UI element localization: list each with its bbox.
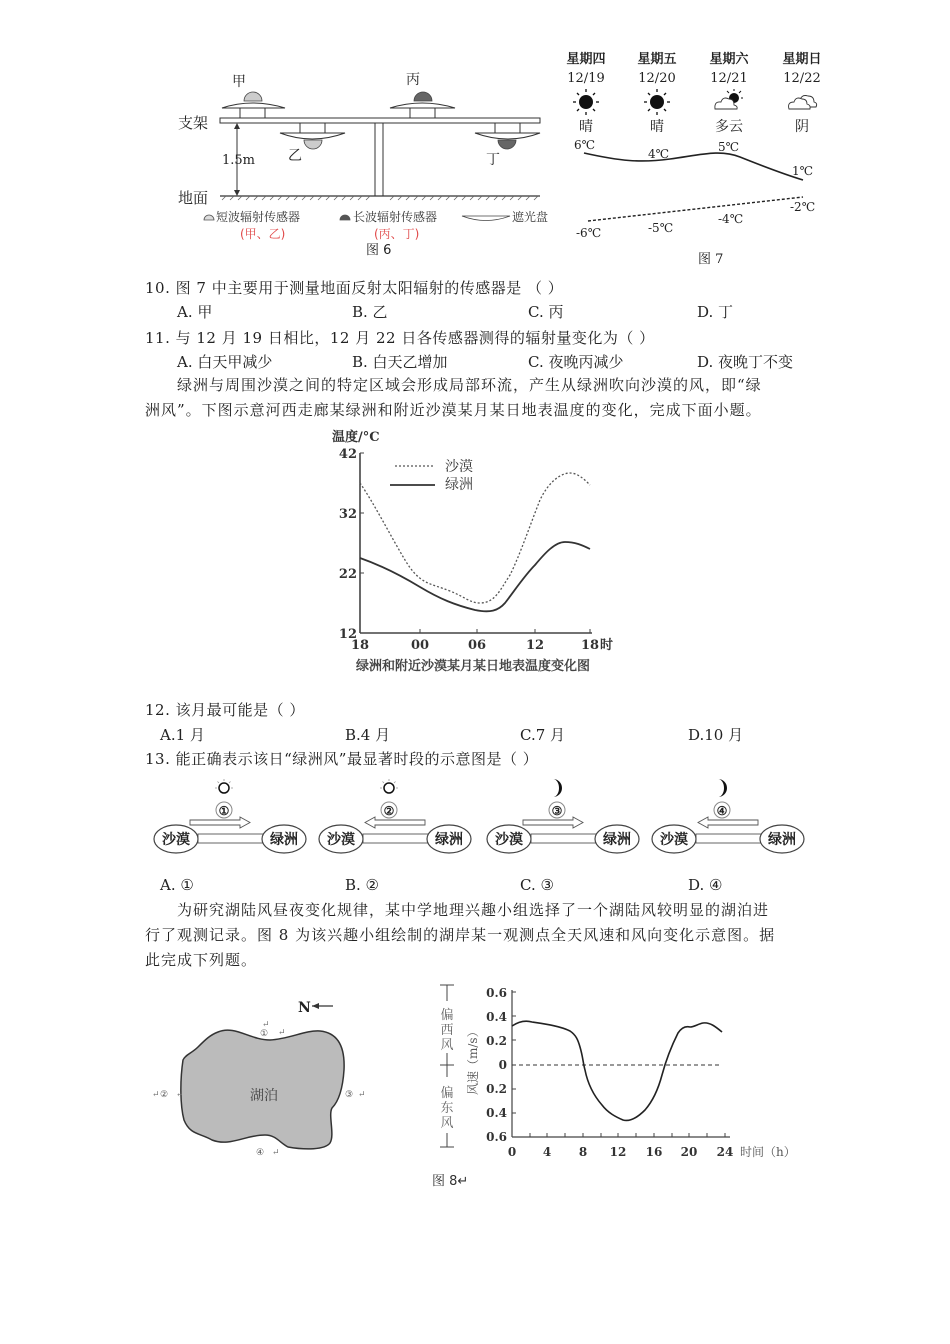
- svg-text:③: ③: [551, 804, 563, 818]
- svg-text:↵: ↵: [152, 1090, 160, 1100]
- diagram-2[interactable]: [319, 779, 471, 853]
- svg-text:绿洲: 绿洲: [603, 832, 631, 848]
- x-tick-18-end: 18: [580, 638, 600, 653]
- north-arrow-icon: [312, 1003, 333, 1009]
- question-11-option-b[interactable]: B. 白天乙增加: [352, 353, 448, 371]
- point-2: ②: [160, 1090, 169, 1100]
- wind-speed-line: [512, 1021, 722, 1120]
- y-tick-32: 32: [338, 507, 357, 522]
- svg-text:20: 20: [680, 1145, 698, 1159]
- figure-6-sensor-diagram: [170, 60, 550, 260]
- date-2: 12/20: [638, 71, 676, 86]
- svg-text:(丙、丁): (丙、丁): [374, 227, 420, 241]
- shade-disc-icon: [462, 216, 510, 221]
- figure-6-caption: 图 6: [366, 243, 392, 258]
- question-10-option-d[interactable]: D. 丁: [697, 303, 734, 321]
- sun-icon: [215, 779, 233, 793]
- sensor-jia: [222, 74, 285, 118]
- question-11-stem: 11. 与 12 月 19 日相比，12 月 22 日各传感器测得的辐射量变化为（ ）: [145, 329, 655, 347]
- label-bracket: 支架: [178, 114, 209, 132]
- label-ground: 地面: [178, 189, 209, 207]
- passage-lake-breeze: [145, 898, 815, 973]
- long-wave-sensor-icon: [340, 215, 350, 220]
- sun-icon: [380, 779, 398, 793]
- question-13-option-b[interactable]: B. ②: [345, 876, 380, 894]
- point-4: ④: [256, 1148, 265, 1158]
- svg-text:0.6: 0.6: [486, 986, 507, 1000]
- svg-text:短波辐射传感器: 短波辐射传感器: [216, 210, 301, 224]
- x-tick-00: 00: [410, 638, 430, 653]
- svg-text:偏: 偏: [440, 1086, 454, 1101]
- low-temp-1: -6℃: [576, 226, 602, 240]
- question-11-option-d[interactable]: D. 夜晚丁不变: [697, 353, 794, 371]
- short-wave-sensor-icon: [204, 215, 214, 220]
- weather-4: 阴: [795, 119, 809, 135]
- question-10-stem: 10. 图 7 中主要用于测量地面反射太阳辐射的传感器是 （ ）: [145, 279, 564, 297]
- point-1: ①: [260, 1029, 269, 1039]
- svg-text:东: 东: [440, 1101, 454, 1116]
- svg-text:丙: 丙: [406, 72, 420, 88]
- svg-text:0.2: 0.2: [486, 1082, 507, 1096]
- arrow-right-icon: [523, 817, 583, 828]
- arrow-right-icon: [190, 817, 250, 828]
- svg-text:风: 风: [440, 1116, 454, 1131]
- oasis-desert-temperature-chart: [320, 425, 630, 680]
- easterly-label: [440, 1085, 453, 1131]
- sensor-yi: [280, 123, 345, 164]
- svg-text:乙: 乙: [288, 148, 302, 164]
- moon-icon: [718, 779, 727, 797]
- arrow-left-icon: [698, 817, 758, 828]
- passage-lake-line-3: 此完成下列题。: [145, 951, 258, 969]
- svg-text:16: 16: [645, 1145, 663, 1159]
- svg-text:沙漠: 沙漠: [327, 832, 355, 848]
- figure-7-caption: 图 7: [698, 252, 724, 267]
- north-label: N: [298, 1000, 311, 1016]
- passage-oasis-wind: [145, 373, 815, 423]
- x-tick-06: 06: [467, 638, 487, 653]
- question-12-option-d[interactable]: D.10 月: [688, 726, 744, 744]
- label-height: 1.5m: [222, 153, 256, 168]
- chart-y-axis-label: 温度/°C: [332, 430, 380, 445]
- date-3: 12/21: [710, 71, 748, 86]
- diagram-4[interactable]: [652, 779, 804, 853]
- svg-text:长波辐射传感器: 长波辐射传感器: [353, 210, 438, 224]
- sun-icon: [573, 89, 599, 115]
- svg-text:②: ②: [383, 804, 395, 818]
- question-13-option-c[interactable]: C. ③: [520, 876, 554, 894]
- svg-text:绿洲: 绿洲: [270, 832, 298, 848]
- svg-text:0.4: 0.4: [486, 1106, 507, 1120]
- passage-lake-line-2: 行了观测记录。图 8 为该兴趣小组绘制的湖岸某一观测点全天风速和风向变化示意图。据: [145, 926, 776, 944]
- sensor-ding: [475, 123, 540, 168]
- svg-text:0.4: 0.4: [486, 1010, 507, 1024]
- question-11-option-c[interactable]: C. 夜晚丙减少: [528, 353, 624, 371]
- moon-icon: [553, 779, 562, 797]
- lake-label: 湖泊: [250, 1088, 278, 1104]
- svg-text:绿洲: 绿洲: [435, 832, 463, 848]
- wind-y-axis-label: 风速（m/s）: [466, 1025, 480, 1095]
- svg-text:风: 风: [440, 1038, 454, 1053]
- svg-text:沙漠: 沙漠: [660, 832, 688, 848]
- weekday-1: 星期四: [566, 52, 606, 67]
- svg-text:0.6: 0.6: [486, 1130, 507, 1144]
- question-12-stem: 12. 该月最可能是（ ）: [145, 701, 305, 719]
- date-4: 12/22: [783, 71, 821, 86]
- arrow-left-icon: [365, 817, 425, 828]
- svg-text:24: 24: [716, 1145, 734, 1159]
- passage-oasis-line-2: 洲风”。下图示意河西走廊某绿洲和附近沙漠某月某日地表温度的变化，完成下面小题。: [145, 401, 762, 419]
- svg-text:↵: ↵: [272, 1148, 280, 1158]
- high-temp-3: 5℃: [718, 140, 740, 154]
- question-13-option-a[interactable]: A. ①: [160, 876, 194, 894]
- svg-text:↵: ↵: [278, 1028, 286, 1038]
- question-10-option-a[interactable]: A. 甲: [177, 303, 213, 321]
- figure-6-legend: [204, 209, 548, 241]
- svg-text:西: 西: [440, 1023, 454, 1038]
- svg-text:0: 0: [507, 1145, 517, 1159]
- svg-text:沙漠: 沙漠: [162, 832, 190, 848]
- question-11-option-a[interactable]: A. 白天甲减少: [177, 353, 273, 371]
- question-13-diagrams: [150, 775, 810, 865]
- question-13-stem: 13. 能正确表示该日“绿洲风”最显著时段的示意图是（ ）: [145, 750, 539, 768]
- weather-3: 多云: [715, 119, 743, 135]
- svg-text:0.2: 0.2: [486, 1034, 507, 1048]
- question-10-option-b[interactable]: B. 乙: [352, 303, 388, 321]
- high-temp-2: 4℃: [648, 147, 670, 161]
- x-tick-12: 12: [525, 638, 545, 653]
- svg-text:↵: ↵: [262, 1020, 270, 1030]
- question-12-option-a[interactable]: A.1 月: [160, 726, 205, 744]
- y-tick-12: 12: [338, 627, 357, 642]
- sensor-bing: [390, 72, 455, 118]
- figure-7-weather-forecast: [560, 45, 840, 275]
- cloud-icon: [789, 96, 817, 110]
- figure-8-caption: 图 8↵: [432, 1174, 469, 1189]
- date-1: 12/19: [567, 71, 605, 86]
- question-13-option-d[interactable]: D. ④: [688, 876, 723, 894]
- weekday-4: 星期日: [782, 52, 822, 67]
- weekday-2: 星期五: [637, 52, 677, 67]
- high-temp-4: 1℃: [792, 164, 814, 178]
- y-tick-42: 42: [338, 447, 357, 462]
- weekday-3: 星期六: [709, 52, 749, 67]
- high-temperature-line: [584, 153, 803, 180]
- x-tick-18: 18: [350, 638, 370, 653]
- svg-text:4: 4: [542, 1145, 552, 1159]
- question-12-option-c[interactable]: C.7 月: [520, 726, 566, 744]
- svg-text:12: 12: [609, 1145, 627, 1159]
- diagram-3[interactable]: [487, 779, 639, 853]
- low-temperature-line: [588, 197, 803, 221]
- svg-text:甲: 甲: [232, 74, 246, 90]
- svg-text:①: ①: [218, 804, 230, 818]
- weather-1: 晴: [579, 119, 593, 135]
- oasis-temperature-line: [360, 542, 590, 611]
- low-temp-3: -4℃: [718, 212, 744, 226]
- desert-temperature-line: [360, 473, 590, 603]
- svg-text:↵: ↵: [358, 1090, 366, 1100]
- passage-lake-line-1: 为研究湖陆风昼夜变化规律，某中学地理兴趣小组选择了一个湖陆风较明显的湖泊进: [177, 901, 770, 919]
- legend-oasis: 绿洲: [445, 477, 473, 493]
- svg-text:↵: ↵: [176, 1090, 184, 1100]
- wind-speed-chart: [420, 975, 810, 1195]
- svg-text:沙漠: 沙漠: [495, 832, 523, 848]
- point-3: ③: [345, 1090, 354, 1100]
- low-temp-4: -2℃: [790, 200, 816, 214]
- chart-x-axis-label: 时: [600, 638, 614, 653]
- high-temp-1: 6℃: [574, 138, 596, 152]
- diagram-1[interactable]: [154, 779, 306, 853]
- sun-icon: [644, 89, 670, 115]
- svg-text:(甲、乙): (甲、乙): [240, 227, 286, 241]
- weather-2: 晴: [650, 119, 664, 135]
- svg-text:8: 8: [578, 1145, 588, 1159]
- svg-text:偏: 偏: [440, 1008, 454, 1023]
- question-12-option-b[interactable]: B.4 月: [345, 726, 391, 744]
- svg-text:丁: 丁: [486, 152, 500, 168]
- chart-title: 绿洲和附近沙漠某月某日地表温度变化图: [356, 659, 591, 674]
- question-10-option-c[interactable]: C. 丙: [528, 303, 564, 321]
- low-temp-2: -5℃: [648, 221, 674, 235]
- svg-text:④: ④: [716, 804, 728, 818]
- legend-desert: 沙漠: [445, 459, 473, 475]
- svg-text:绿洲: 绿洲: [768, 832, 796, 848]
- wind-x-axis-label: 时间（h）: [740, 1145, 796, 1159]
- partly-cloudy-icon: [715, 89, 743, 109]
- lake-map: [140, 985, 400, 1195]
- passage-oasis-line-1: 绿洲与周围沙漠之间的特定区域会形成局部环流，产生从绿洲吹向沙漠的风，即“绿: [177, 376, 762, 394]
- y-tick-22: 22: [338, 567, 357, 582]
- westerly-label: [440, 1007, 453, 1053]
- svg-text:0: 0: [498, 1058, 507, 1072]
- svg-text:遮光盘: 遮光盘: [512, 210, 549, 224]
